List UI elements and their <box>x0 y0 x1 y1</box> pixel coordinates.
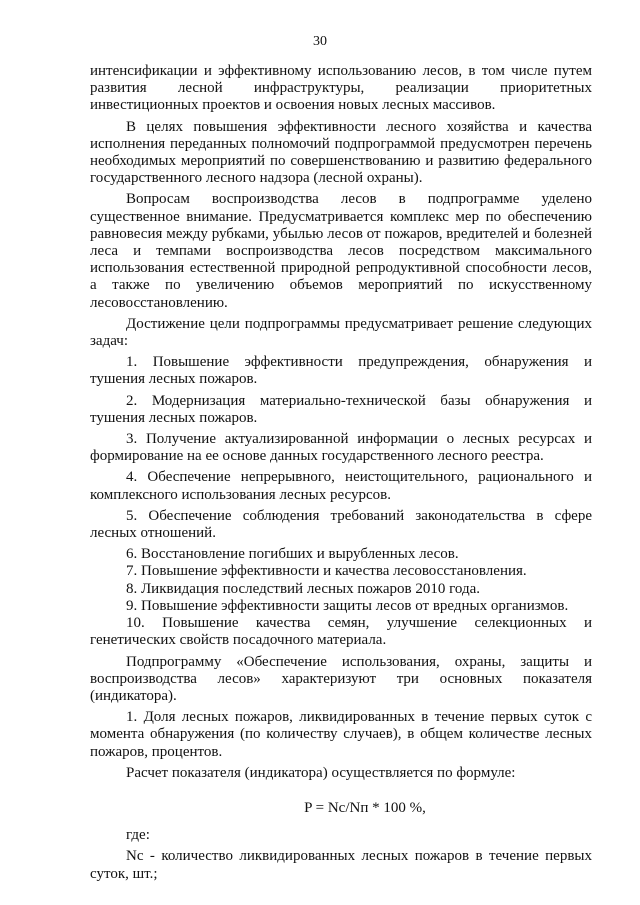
paragraph-tasks-intro: Достижение цели подпрограммы предусматривает решение следующих задач: <box>90 315 592 350</box>
paragraph-indicators-intro: Подпрограмму «Обеспечение использования, охраны, защиты и воспроизводства лесов» характеризуют три основных показателя (индикатора). <box>90 653 592 704</box>
task-item: 4. Обеспечение непрерывного, неистощительного, рационального и комплексного использования лесных ресурсов. <box>90 469 592 503</box>
task-item: 1. Повышение эффективности предупреждения, обнаружения и тушения лесных пожаров. <box>90 354 592 388</box>
task-item: 5. Обеспечение соблюдения требований законодательства в сфере лесных отношений. <box>90 507 592 542</box>
task-item: 10. Повышение качества семян, улучшение селекционных и генетических свойств посадочного материала. <box>90 615 592 649</box>
task-item: 6. Восстановление погибших и вырубленных лесов. <box>126 546 459 563</box>
paragraph-supervision: В целях повышения эффективности лесного хозяйства и качества исполнения переданных полномочий подпрограммой предусмотрен перечень необходимых мероприятий по совершенствованию и развитию федерального государственного лесного надзора (лесной охраны). <box>90 118 592 187</box>
paragraph-indicator-1: 1. Доля лесных пожаров, ликвидированных в течение первых суток с момента обнаружения (по количеству случаев), в общем количестве лесных пожаров, процентов. <box>90 709 592 760</box>
task-item: 7. Повышение эффективности и качества лесовосстановления. <box>126 563 527 580</box>
document-body <box>90 63 592 883</box>
formula: P = Nc/Nп * 100 %, <box>304 799 426 816</box>
task-item: 9. Повышение эффективности защиты лесов от вредных организмов. <box>126 597 569 614</box>
paragraph-continuation: интенсификации и эффективному использованию лесов, в том числе путем развития лесной инфраструктуры, реализации приоритетных инвестиционных проектов и освоения новых лесных массивов. <box>90 63 592 114</box>
definition-nc: Nc - количество ликвидированных лесных пожаров в течение первых суток, шт.; <box>90 848 592 882</box>
task-item: 8. Ликвидация последствий лесных пожаров 2010 года. <box>126 580 481 597</box>
task-item: 2. Модернизация материально-технической базы обнаружения и тушения лесных пожаров. <box>90 392 592 426</box>
paragraph-reproduction: Вопросам воспроизводства лесов в подпрограмме уделено существенное внимание. Предусматривается комплекс мер по обеспечению равновесия между рубками, убылью лесов от пожаров, вредителей и болезней леса и темпами воспроизводства лесов посредством максимального использования естественной природной репродуктивной способности лесов, а также по увеличению объемов мероприятий по искусственному лесовосстановлению. <box>90 191 592 311</box>
page-number: 30 <box>313 34 327 49</box>
paragraph-formula-intro: Расчет показателя (индикатора) осуществляется по формуле: <box>126 764 516 781</box>
where-label: где: <box>126 827 150 844</box>
task-item: 3. Получение актуализированной информации о лесных ресурсах и формирование на ее основе данных государственного лесного реестра. <box>90 431 592 465</box>
